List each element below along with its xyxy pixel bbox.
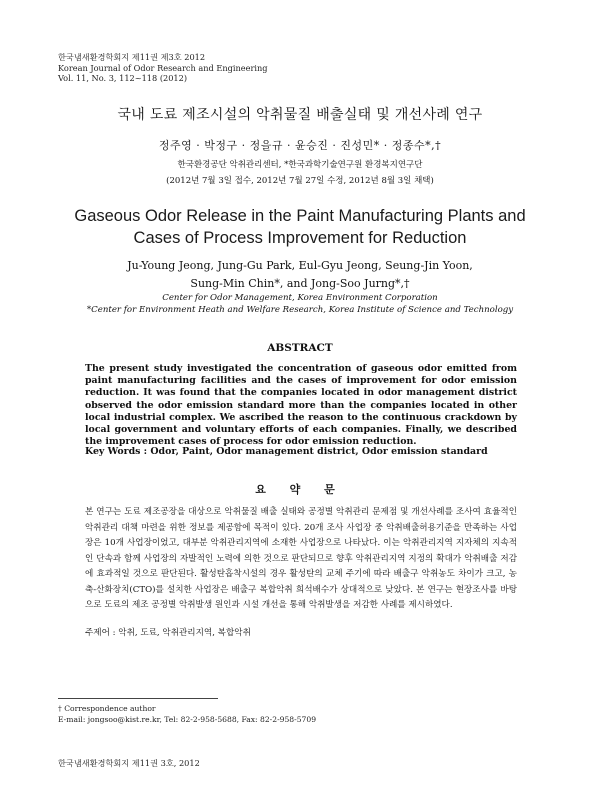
korean-affiliation: 한국환경공단 악취관리센터, *한국과학기술연구원 환경복지연구단 [177, 160, 423, 170]
journal-volume-info: Vol. 11, No. 3, 112~118 (2012) [58, 73, 188, 83]
english-authors [40, 257, 560, 293]
english-affiliation-1: Center for Odor Management, Korea Environment Corporation [162, 293, 438, 303]
korean-authors: 정주영 · 박정구 · 정을규 · 윤승진 · 진성민* · 정종수*,† [158, 139, 442, 152]
english-authors-line-2: Sung-Min Chin*, and Jong-Soo Jurng*,† [190, 277, 410, 290]
korean-keywords: 주제어 : 악취, 도료, 악취관리지역, 복합악취 [85, 628, 251, 638]
footnote-contact: E-mail: jongsoo@kist.re.kr, Tel: 82-2-958-5688, Fax: 82-2-958-5709 [58, 715, 317, 724]
korean-abstract-body: 본 연구는 도료 제조공장을 대상으로 악취물질 배출 실태와 공정별 악취관리 문제점 및 개선사례를 조사여 효율적인 악취관리 대책 마련을 위한 정보를 제공함에 목적이 있다. 20개 조사 사업장 중 악취배출허용기준을 만족하는 사업장은 10개 사업장이었고, 대부분 악취관리지역에 소재한 사업장으로 나타났다. 이는 악취관리지역 지자체의 지속적인 단속과 함께 사업장의 자발적인 노력에 의한 것으로 판단되므로 향후 악취관리지역 지정의 확대가 악취배출 저감에 효과적일 것으로 판단된다. 활성탄흡착시설의 경우 활성탄의 교체 주기에 따라 배출구 악취농도 차이가 크고, 농축-산화장치(CTO)를 설치한 사업장은 배출구 복합악취 희석배수가 상대적으로 낮았다. 본 연구는 현장조사를 바탕으로 도료의 제조 공정별 악취발생 원인과 시설 개선을 통해 악취발생을 저감한 사례를 제시하였다. [85, 507, 517, 610]
english-title-line-1: Gaseous Odor Release in the Paint Manufacturing Plants and [74, 207, 526, 225]
abstract-body: The present study investigated the concentration of gaseous odor emitted from paint manufacturing facilities and the cases of improvement for odor emission reduction. It was found that the companies located in odor management district observed the odor emission standard more than the companies located in other local industrial complex. We ascribed the reason to the continuous crackdown by local government and voluntary efforts of each companies. Finally, we described the improvement cases of process for odor emission reduction. [85, 363, 517, 448]
english-affiliation-2: *Center for Environment Heath and Welfare Research, Korea Institute of Science and Technology [86, 304, 514, 315]
journal-header [58, 52, 268, 84]
journal-korean-name: 한국냄새환경학회지 제11권 제3호 2012 [58, 52, 206, 62]
english-authors-line-1: Ju-Young Jeong, Jung-Gu Park, Eul-Gyu Jeong, Seung-Jin Yoon, [127, 259, 473, 272]
korean-dates: (2012년 7월 3일 접수, 2012년 7월 27일 수정, 2012년 8월 3일 채택) [166, 176, 434, 186]
english-title-line-2: Cases of Process Improvement for Reduction [133, 229, 467, 247]
footnote-divider [58, 698, 218, 699]
korean-abstract-heading: 요 약 문 [255, 483, 345, 496]
page-footer: 한국냄새환경학회지 제11권 3호, 2012 [58, 758, 200, 768]
english-affiliations [40, 293, 560, 316]
korean-title: 국내 도료 제조시설의 악취물질 배출실태 및 개선사례 연구 [117, 107, 483, 123]
abstract-heading: ABSTRACT [267, 342, 333, 354]
footnote [58, 703, 316, 725]
journal-english-name: Korean Journal of Odor Research and Engineering [58, 62, 268, 73]
abstract-keywords: Key Words : Odor, Paint, Odor management district, Odor emission standard [85, 446, 488, 457]
english-title [40, 205, 560, 249]
footnote-correspondence: † Correspondence author [58, 704, 156, 713]
